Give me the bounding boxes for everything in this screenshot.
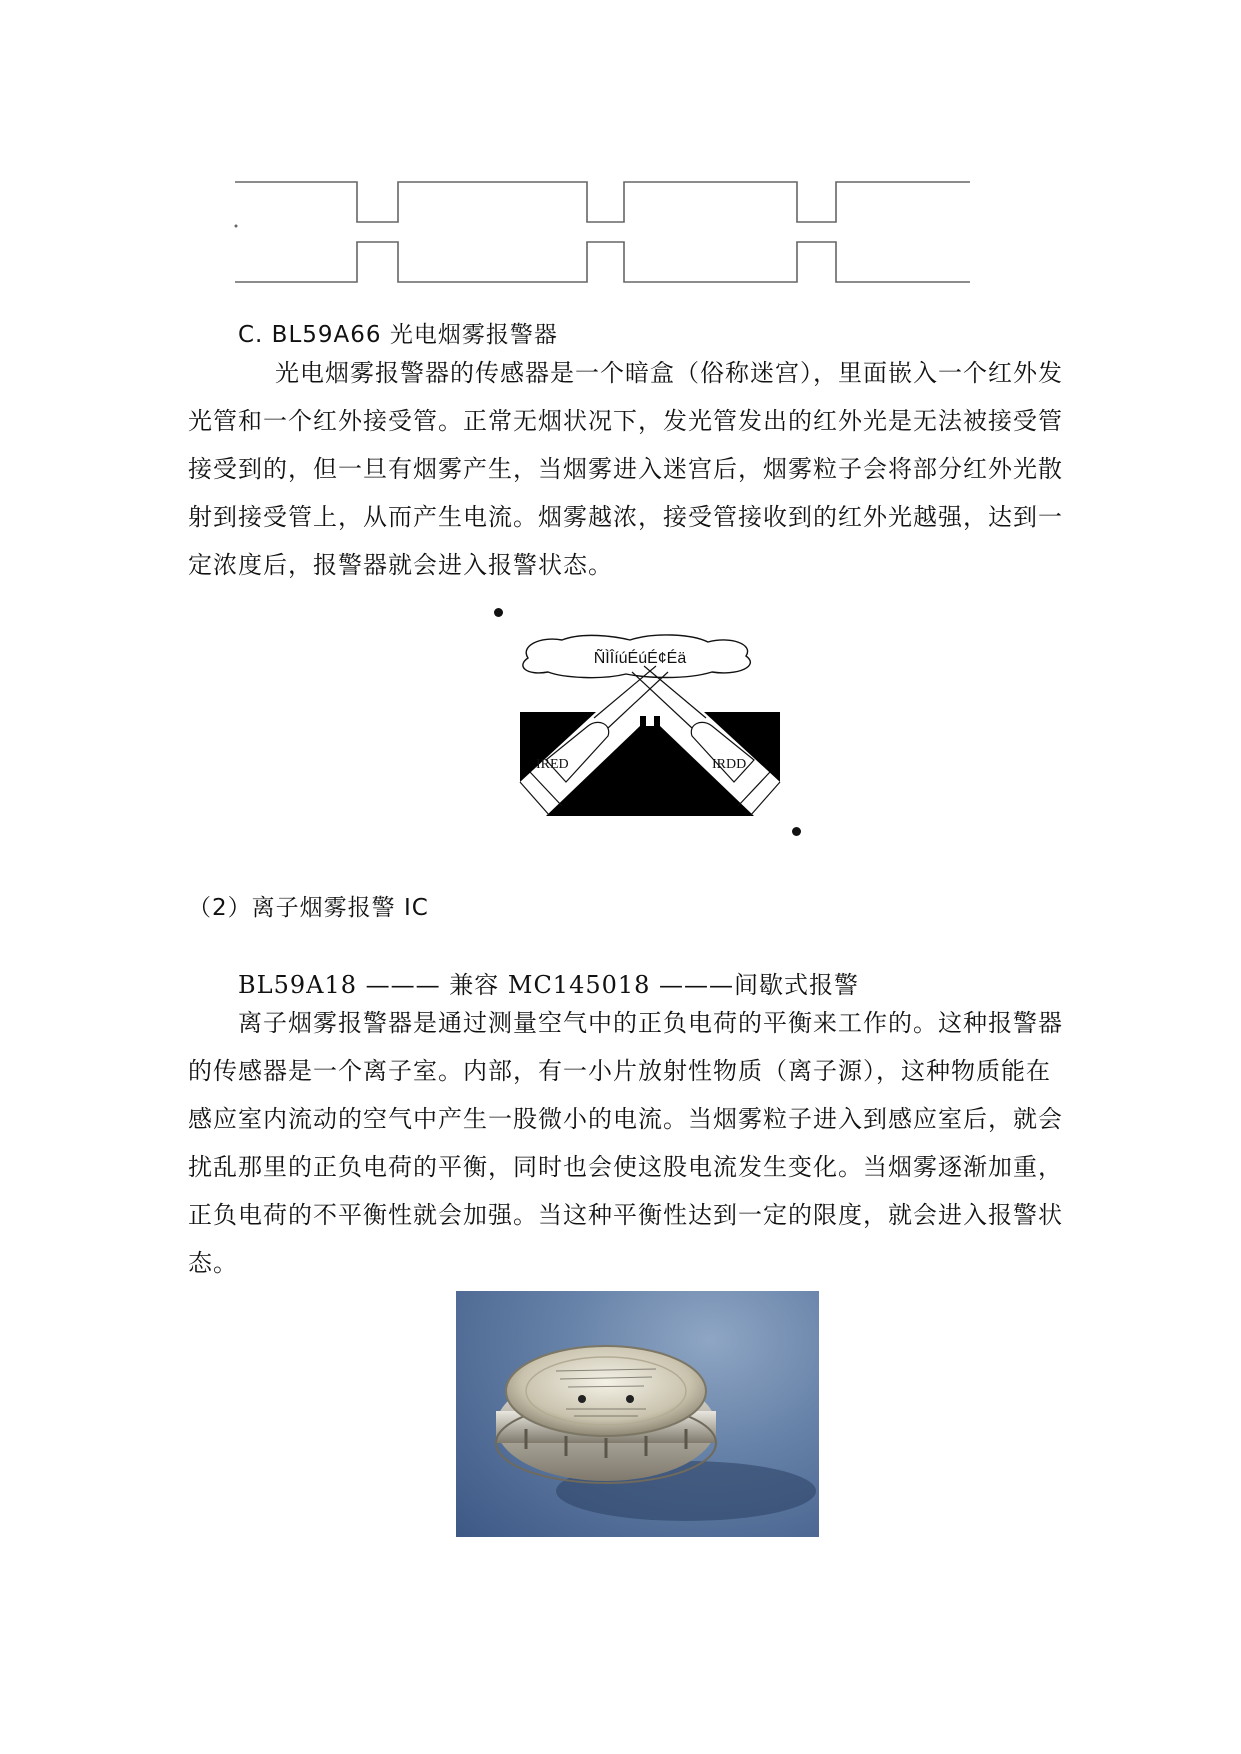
section-c-line-3: 接受到的，但一旦有烟雾产生，当烟雾进入迷宫后，烟雾粒子会将部分红外光散 bbox=[188, 455, 1063, 483]
section-c-line-5: 定浓度后，报警器就会进入报警状态。 bbox=[188, 551, 613, 579]
section-c-line-4: 射到接受管上，从而产生电流。烟雾越浓，接受管接收到的红外光越强，达到一 bbox=[188, 503, 1063, 531]
cloud-label: ÑÌÎíúÉúÉ¢Éä bbox=[593, 650, 687, 667]
irdd-label: IRDD bbox=[712, 757, 747, 772]
section-2-line-1: 离子烟雾报警器是通过测量空气中的正负电荷的平衡来工作的。这种报警器 bbox=[238, 1009, 1063, 1037]
bullet-dot bbox=[494, 608, 503, 617]
bullet-dot bbox=[792, 827, 801, 836]
waveform-diagram bbox=[230, 170, 980, 290]
section-2-subline: BL59A18 ——— 兼容 MC145018 ———间歇式报警 bbox=[238, 971, 860, 999]
waveform-dot bbox=[235, 225, 238, 228]
section-2-line-5: 正负电荷的不平衡性就会加强。当这种平衡性达到一定的限度，就会进入报警状 bbox=[188, 1201, 1063, 1229]
ionization-chamber-photo bbox=[456, 1291, 819, 1537]
section-2-line-6: 态。 bbox=[188, 1249, 238, 1277]
waveform-trace-upper bbox=[235, 182, 970, 222]
optical-chamber-diagram bbox=[516, 632, 784, 816]
section-c-line-1: 光电烟雾报警器的传感器是一个暗盒（俗称迷宫），里面嵌入一个红外发 bbox=[275, 359, 1063, 387]
waveform-trace-lower bbox=[235, 242, 970, 282]
section-2-line-2: 的传感器是一个离子室。内部，有一小片放射性物质（离子源），这种物质能在 bbox=[188, 1057, 1051, 1085]
section-2-line-3: 感应室内流动的空气中产生一股微小的电流。当烟雾粒子进入到感应室后，就会 bbox=[188, 1105, 1063, 1133]
section-c-heading: C. BL59A66 光电烟雾报警器 bbox=[238, 322, 558, 348]
section-2-line-4: 扰乱那里的正负电荷的平衡，同时也会使这股电流发生变化。当烟雾逐渐加重， bbox=[188, 1153, 1063, 1181]
ired-label: IRED bbox=[536, 757, 569, 772]
section-c-line-2: 光管和一个红外接受管。正常无烟状况下，发光管发出的红外光是无法被接受管 bbox=[188, 407, 1063, 435]
chamber-top-disk bbox=[506, 1346, 706, 1436]
section-2-heading: （2）离子烟雾报警 IC bbox=[188, 895, 429, 921]
